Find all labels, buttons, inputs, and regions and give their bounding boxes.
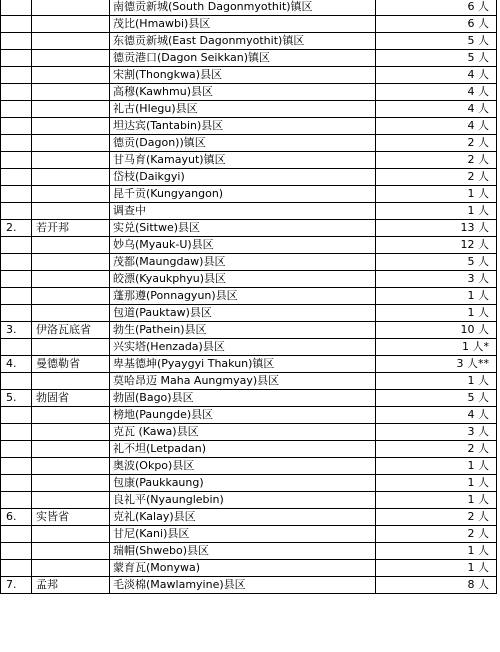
province-cell	[32, 373, 110, 390]
count-cell: 1 人	[376, 543, 497, 560]
province-cell	[32, 152, 110, 169]
township-cell: 勃生(Pathein)县区	[110, 322, 376, 339]
row-number-cell	[1, 373, 32, 390]
table-row	[1, 390, 497, 407]
count-cell: 3 人**	[376, 356, 497, 373]
count-cell: 3 人	[376, 271, 497, 288]
table-row	[1, 118, 497, 135]
row-number-cell	[1, 407, 32, 424]
township-cell: 瑞帽(Shwebo)县区	[110, 543, 376, 560]
table-row	[1, 441, 497, 458]
table-row	[1, 16, 497, 33]
row-number-cell	[1, 543, 32, 560]
table-row	[1, 543, 497, 560]
count-cell: 4 人	[376, 67, 497, 84]
row-number-cell	[1, 339, 32, 356]
count-cell: 5 人	[376, 390, 497, 407]
township-cell: 实兑(Sittwe)县区	[110, 220, 376, 237]
province-cell	[32, 67, 110, 84]
table-row	[1, 33, 497, 50]
township-cell: 榜地(Paungde)县区	[110, 407, 376, 424]
row-number-cell	[1, 67, 32, 84]
table-row	[1, 339, 497, 356]
row-number-cell	[1, 203, 32, 220]
table-row	[1, 356, 497, 373]
count-cell: 1 人	[376, 458, 497, 475]
table-row	[1, 271, 497, 288]
row-number-cell	[1, 305, 32, 322]
row-number-cell	[1, 458, 32, 475]
table-row	[1, 526, 497, 543]
province-cell	[32, 305, 110, 322]
count-cell: 6 人	[376, 0, 497, 16]
table-row	[1, 509, 497, 526]
table-row	[1, 50, 497, 67]
table-row	[1, 254, 497, 271]
table-row	[1, 458, 497, 475]
count-cell: 4 人	[376, 407, 497, 424]
township-cell: 东德贡新城(East Dagonmyothit)镇区	[110, 33, 376, 50]
township-cell: 坦达宾(Tantabin)县区	[110, 118, 376, 135]
count-cell: 8 人	[376, 577, 497, 594]
province-cell	[32, 339, 110, 356]
table-row	[1, 305, 497, 322]
province-cell	[32, 0, 110, 16]
township-cell: 岱枝(Daikgyi)	[110, 169, 376, 186]
province-cell	[32, 475, 110, 492]
province-cell	[32, 407, 110, 424]
table-row	[1, 288, 497, 305]
table-row	[1, 560, 497, 577]
township-cell: 勃固(Bago)县区	[110, 390, 376, 407]
count-cell: 4 人	[376, 101, 497, 118]
count-cell: 1 人	[376, 492, 497, 509]
table-row	[1, 203, 497, 220]
count-cell: 5 人	[376, 254, 497, 271]
table-row	[1, 67, 497, 84]
row-number-cell	[1, 84, 32, 101]
province-cell	[32, 84, 110, 101]
province-cell	[32, 16, 110, 33]
table-row	[1, 220, 497, 237]
province-cell	[32, 526, 110, 543]
township-cell: 礼古(Hlegu)县区	[110, 101, 376, 118]
row-number-cell	[1, 237, 32, 254]
township-cell: 昆千贡(Kungyangon)	[110, 186, 376, 203]
table-row	[1, 492, 497, 509]
province-cell	[32, 33, 110, 50]
township-cell: 茂比(Hmawbi)县区	[110, 16, 376, 33]
count-cell: 1 人	[376, 373, 497, 390]
row-number-cell: 3.	[1, 322, 32, 339]
province-cell	[32, 271, 110, 288]
table-row	[1, 135, 497, 152]
table-row	[1, 101, 497, 118]
township-cell: 兴实塔(Henzada)县区	[110, 339, 376, 356]
township-cell: 宋割(Thongkwa)县区	[110, 67, 376, 84]
row-number-cell: 4.	[1, 356, 32, 373]
count-cell: 1 人	[376, 288, 497, 305]
township-cell: 包道(Pauktaw)县区	[110, 305, 376, 322]
row-number-cell	[1, 101, 32, 118]
count-cell: 6 人	[376, 16, 497, 33]
count-cell: 2 人	[376, 135, 497, 152]
township-cell: 德贡(Dagon))镇区	[110, 135, 376, 152]
township-cell: 卑基德坤(Pyaygyi Thakun)镇区	[110, 356, 376, 373]
count-cell: 1 人	[376, 305, 497, 322]
count-cell: 4 人	[376, 118, 497, 135]
table-row	[1, 322, 497, 339]
count-cell: 5 人	[376, 50, 497, 67]
township-cell: 克瓦 (Kawa)县区	[110, 424, 376, 441]
province-cell	[32, 118, 110, 135]
row-number-cell: 7.	[1, 577, 32, 594]
table-row	[1, 407, 497, 424]
row-number-cell: 5.	[1, 390, 32, 407]
township-cell: 茂都(Maungdaw)县区	[110, 254, 376, 271]
table-row	[1, 0, 497, 16]
township-cell: 皎漂(Kyaukphyu)县区	[110, 271, 376, 288]
table-row	[1, 186, 497, 203]
table-row	[1, 577, 497, 594]
count-cell: 1 人	[376, 186, 497, 203]
township-cell: 妙乌(Myauk-U)县区	[110, 237, 376, 254]
township-cell: 莫哈昂迈 Maha Aungmyay)县区	[110, 373, 376, 390]
row-number-cell	[1, 475, 32, 492]
township-cell: 南德贡新城(South Dagonmyothit)镇区	[110, 0, 376, 16]
count-cell: 5 人	[376, 33, 497, 50]
row-number-cell	[1, 526, 32, 543]
count-cell: 1 人	[376, 475, 497, 492]
table-row	[1, 373, 497, 390]
table-row	[1, 237, 497, 254]
count-cell: 13 人	[376, 220, 497, 237]
province-cell: 若开邦	[32, 220, 110, 237]
township-cell: 德贡港口(Dagon Seikkan)镇区	[110, 50, 376, 67]
count-cell: 10 人	[376, 322, 497, 339]
table-row	[1, 152, 497, 169]
province-cell	[32, 458, 110, 475]
province-cell	[32, 543, 110, 560]
row-number-cell	[1, 271, 32, 288]
township-cell: 调查中	[110, 203, 376, 220]
township-cell: 高穆(Kawhmu)县区	[110, 84, 376, 101]
row-number-cell	[1, 16, 32, 33]
row-number-cell	[1, 0, 32, 16]
province-cell: 伊洛瓦底省	[32, 322, 110, 339]
province-cell	[32, 492, 110, 509]
row-number-cell	[1, 441, 32, 458]
row-number-cell	[1, 135, 32, 152]
province-cell	[32, 288, 110, 305]
row-number-cell	[1, 33, 32, 50]
count-cell: 2 人	[376, 526, 497, 543]
table-row	[1, 424, 497, 441]
township-cell: 克礼(Kalay)县区	[110, 509, 376, 526]
township-cell: 良礼平(Nyaunglebin)	[110, 492, 376, 509]
province-cell: 孟邦	[32, 577, 110, 594]
province-cell	[32, 424, 110, 441]
province-cell	[32, 237, 110, 254]
township-cell: 甘尼(Kani)县区	[110, 526, 376, 543]
province-cell: 勃固省	[32, 390, 110, 407]
row-number-cell: 2.	[1, 220, 32, 237]
count-cell: 2 人	[376, 152, 497, 169]
township-cell: 蒙育瓦(Monywa)	[110, 560, 376, 577]
province-cell	[32, 135, 110, 152]
province-cell	[32, 101, 110, 118]
row-number-cell	[1, 288, 32, 305]
count-cell: 12 人	[376, 237, 497, 254]
row-number-cell	[1, 118, 32, 135]
township-cell: 奥波(Okpo)县区	[110, 458, 376, 475]
table-row	[1, 84, 497, 101]
row-number-cell	[1, 560, 32, 577]
count-cell: 2 人	[376, 441, 497, 458]
case-table-body	[1, 0, 497, 594]
township-cell: 礼不坦(Letpadan)	[110, 441, 376, 458]
province-cell	[32, 169, 110, 186]
row-number-cell	[1, 152, 32, 169]
count-cell: 1 人	[376, 203, 497, 220]
township-cell: 甘马育(Kamayut)镇区	[110, 152, 376, 169]
province-cell	[32, 441, 110, 458]
township-cell: 毛淡棉(Mawlamyine)县区	[110, 577, 376, 594]
province-cell: 实皆省	[32, 509, 110, 526]
row-number-cell	[1, 254, 32, 271]
province-cell	[32, 50, 110, 67]
count-cell: 4 人	[376, 84, 497, 101]
province-cell	[32, 560, 110, 577]
count-cell: 2 人	[376, 509, 497, 526]
township-cell: 包康(Paukkaung)	[110, 475, 376, 492]
row-number-cell	[1, 492, 32, 509]
count-cell: 1 人	[376, 560, 497, 577]
count-cell: 2 人	[376, 169, 497, 186]
count-cell: 1 人*	[376, 339, 497, 356]
province-cell: 曼德勒省	[32, 356, 110, 373]
township-cell: 蓬那遵(Ponnagyun)县区	[110, 288, 376, 305]
row-number-cell	[1, 169, 32, 186]
row-number-cell	[1, 50, 32, 67]
province-cell	[32, 203, 110, 220]
province-cell	[32, 186, 110, 203]
row-number-cell	[1, 424, 32, 441]
table-row	[1, 169, 497, 186]
row-number-cell: 6.	[1, 509, 32, 526]
count-cell: 3 人	[376, 424, 497, 441]
table-row	[1, 475, 497, 492]
row-number-cell	[1, 186, 32, 203]
province-cell	[32, 254, 110, 271]
